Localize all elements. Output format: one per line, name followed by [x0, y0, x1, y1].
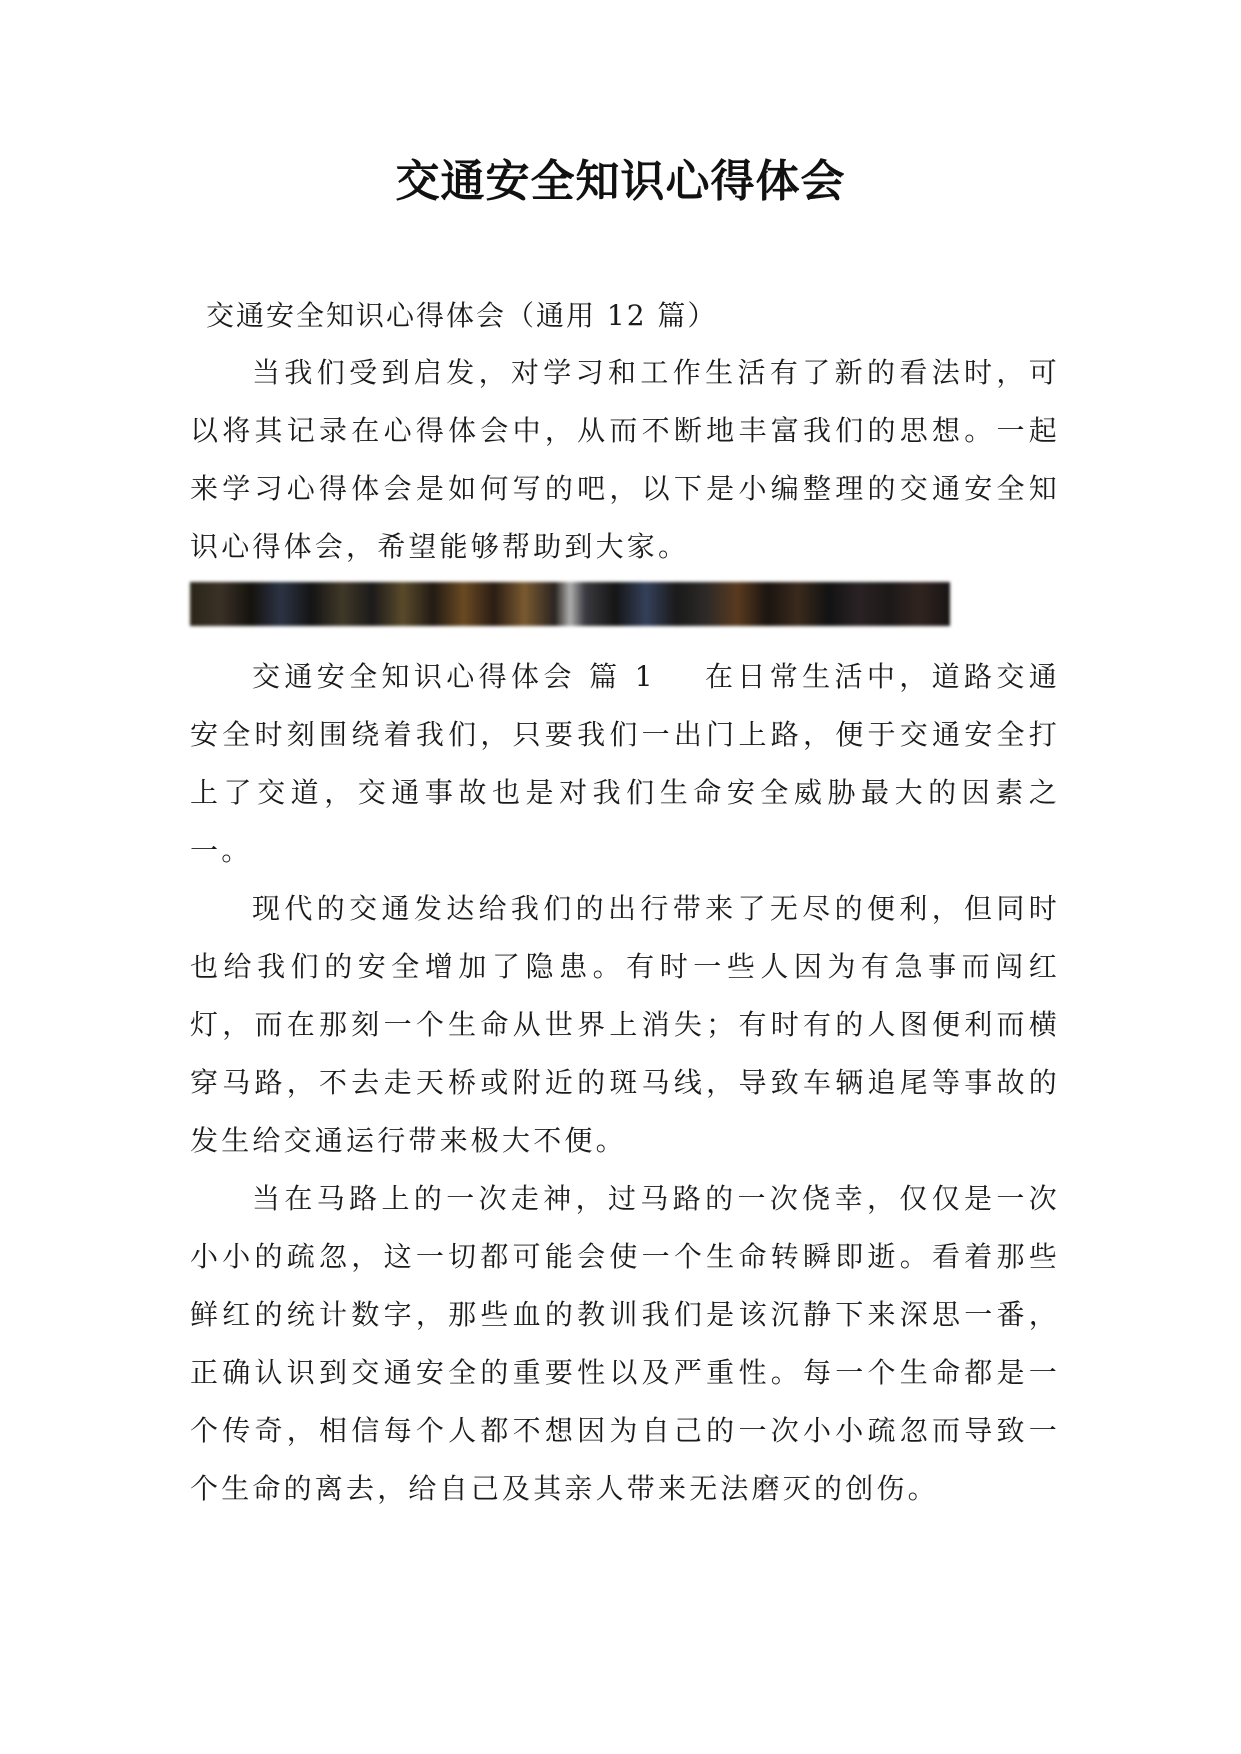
blurred-image-strip [190, 582, 950, 626]
section-1-first-paragraph [190, 648, 1060, 880]
section-1-paragraph: 现代的交通发达给我们的出行带来了无尽的便利，但同时也给我们的安全增加了隐患。有时一些人因为有急事而闯红灯，而在那刻一个生命从世界上消失；有时有的人图便利而横穿马路，不去走天桥或附近的斑马线，导致车辆追尾等事故的发生给交通运行带来极大不便。 [190, 892, 1060, 1157]
section-1-first-text: 在日常生活中，道路交通安全时刻围绕着我们，只要我们一出门上路，便于交通安全打上了交道，交通事故也是对我们生命安全威胁最大的因素之一。 [190, 660, 1061, 867]
intro-paragraph: 当我们受到启发，对学习和工作生活有了新的看法时，可以将其记录在心得体会中，从而不断地丰富我们的思想。一起来学习心得体会是如何写的吧，以下是小编整理的交通安全知识心得体会，希望能够帮助到大家。 [190, 356, 1060, 563]
section-1-paragraph: 当在马路上的一次走神，过马路的一次侥幸，仅仅是一次小小的疏忽，这一切都可能会使一个生命转瞬即逝。看着那些鲜红的统计数字，那些血的教训我们是该沉静下来深思一番，正确认识到交通安全的重要性以及严重性。每一个生命都是一个传奇，相信每个人都不想因为自己的一次小小疏忽而导致一个生命的离去，给自己及其亲人带来无法磨灭的创伤。 [190, 1182, 1060, 1505]
section-1-heading: 交通安全知识心得体会 篇 1 [252, 660, 656, 693]
document-subtitle: 交通安全知识心得体会（通用 12 篇） [206, 299, 718, 332]
document-body [190, 288, 1060, 1518]
document-title: 交通安全知识心得体会 [395, 156, 846, 207]
